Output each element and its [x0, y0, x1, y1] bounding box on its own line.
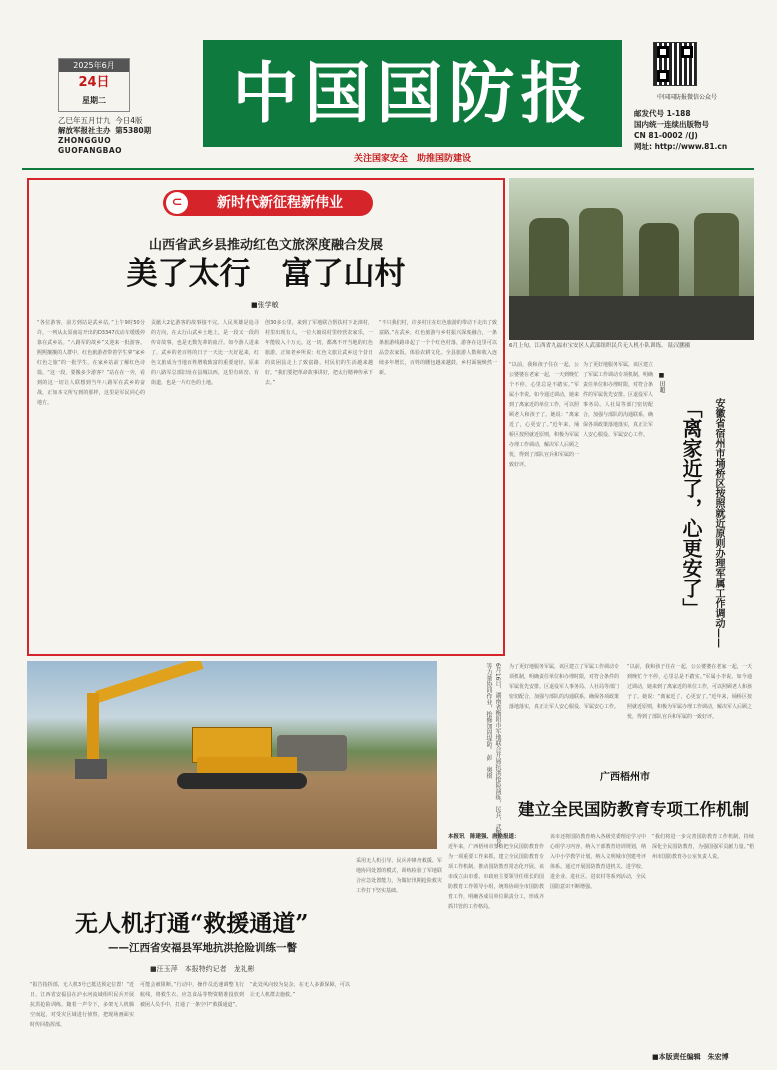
gx-headline: 建立全民国防教育专项工作机制: [518, 800, 749, 819]
side-text-2: 为了更好地服务军属，该区建立了军属工作调动专项机制，明确责任单位和办理时限，对符合条件的军属优先安排。区退役军人事务局、人社局等部门密切配合，加强与部队的沟通联系，确保各项政策落地落实，真正让军人安心服役、军属安心工作。: [583, 362, 653, 438]
issue-info: [58, 116, 178, 156]
newspaper-title: 中国国防报: [232, 54, 593, 132]
side-col-4: [627, 662, 752, 752]
drone-col-2: 可能会被阻断。”行动中，操作员迅速调整飞行航线，将救生衣、应急食品等物资精准投放到被困人员手中，打通了一条空中“救援通道”。: [140, 982, 244, 1008]
side-vertical-title: 「离家近了，心更安了」: [679, 398, 703, 618]
gx-text-2: 该市还将国防教育纳入各级党委理论学习中心组学习内容，纳入干部教育培训规划，纳入中小学教学计划，纳入文明城市创建考评体系。通过开展国防教育进机关、进学校、进企业、进社区、进农村等系列活动，全民国防意识不断增强。: [550, 834, 646, 890]
gx-byline: 本报讯 陈建强、唐艳报道：: [448, 834, 520, 840]
publisher: 解放军报社主办: [58, 126, 111, 135]
gx-col-1: [448, 832, 544, 1050]
postal-code: 邮发代号 1-188: [634, 109, 691, 118]
drone-col-4: 采用无人机引导、民兵冲锋舟救援、军地协同处置的模式，训练检验了军地联合应急处置能力，为做好汛期抢险救灾工作打下坚实基础。: [356, 858, 442, 894]
feature-col-1: “各位游客，前方到站是武乡站。”上午9时50分许，一列从太原南站开出的D3347次动车缓缓停靠在武乡站。“八路军的故乡”又迎来一批游客。熙熙攘攘的人群中，红色旅游者带着学生拿“家乡红色之旅”的一批学生，在家乡站前了解红色诗篇。“这一段，要搬多少游客？”站在在一旁，看到的这一切让人联想到当年八路军在武乡的奋战，正如本文所写到的那样，这里是军民同心的地方。: [37, 320, 145, 406]
feature-banner: [163, 190, 373, 216]
masthead-banner: [203, 40, 622, 147]
masthead-rule: [22, 168, 754, 170]
qr-caption: 中国国防报微信公众号: [656, 94, 717, 101]
serial-number: 国内统一连续出版物号: [634, 120, 709, 129]
gx-text-3: “我们将进一步完善国防教育工作机制，持续深化全民国防教育，为强国强军贡献力量。”梧州市国防教育办公室负责人说。: [652, 834, 754, 860]
qr-code: [653, 42, 697, 86]
drone-col-3: “此处风向较为复杂，在无人多源保障，可以让无人机群去施救。”: [250, 982, 350, 998]
gx-col-2: [550, 832, 646, 1050]
issue-number: 第5380期: [115, 126, 152, 135]
weekday: 星期二: [82, 96, 106, 105]
soldiers-photo: [509, 178, 754, 340]
excavator-photo-caption: 6月16日，湖南省衡阳市军地联合开展抗洪抢险演练，民兵、武警官兵等力量协同作业，抢修加固堤防。 彭 奥摄: [485, 663, 501, 849]
date-day: 24日: [78, 75, 110, 90]
drone-byline: ■汪玉萍 本报特约记者 龙礼彬: [150, 965, 255, 973]
feature-box: [27, 178, 505, 656]
drone-col-1: “报告指挥部，无人机3号已抵达预定位置！”近日，江西省安福县在泸水河流域组织民兵开展抗洪抢险训练。随着一声令下，多架无人机腾空而起，对受灾区域进行侦察，把现场画面实时传回指挥部。: [30, 982, 134, 1028]
soldiers-photo-caption: 6月上旬，江西省九福市宝安区人武部组织民兵无人机小队训练。 陆汉鹏摄: [509, 343, 691, 349]
feature-col-4: “不只我们村，许多村庄在红色旅游的带动下走出了致富路。”在武乡，红色旅游与乡村振兴深度融合，一条条旅游线路串起了一个个红色村落，游客在这里可以品尝农家饭、体验农耕文化。全县旅游人数和收入连续多年增长，百姓的腰包越来越鼓，乡村面貌焕然一新。: [379, 320, 497, 376]
gx-col-3: [652, 832, 754, 1032]
website: 网址: http://www.81.cn: [634, 142, 728, 151]
gx-kicker: 广西梧州市: [600, 772, 650, 783]
side-text-1: “以前，我和孩子住在一起，公公婆婆在老家一起，一天到晚忙个不停，心里总是不踏实。”军属小李说。如今通过调动，她来到了离家近的单位工作，可以照顾老人和孩子了。她说：“离家近了，心更安了。”近年来，埇桥区按照就近原则，积极为军属办理工作调动，解决军人后顾之忧，得到了部队官兵和军属的一致好评。: [509, 362, 579, 468]
banner-logo-icon: ⊂: [166, 192, 188, 214]
excavator-photo: [27, 661, 437, 849]
gx-text-1: 近年来，广西梧州市坚持把全民国防教育作为一项重要工作来抓，建立全民国防教育专项工作机制，推动国防教育常态化开展。该市成立由市委、市政府主要领导任组长的国防教育工作领导小组，统筹协调全市国防教育工作，明确各成员单位职责分工，形成齐抓共管的工作格局。: [448, 844, 544, 910]
issue-pages: 今日4版: [115, 116, 143, 125]
side-col-1: [509, 360, 579, 660]
cn-number: CN 81-0002 /(J): [634, 131, 698, 140]
side-text-3: 为了更好地服务军属，该区建立了军属工作调动专项机制，明确责任单位和办理时限，对符合条件的军属优先安排。区退役军人事务局、人社局等部门密切配合，加强与部队的沟通联系，确保各项政策落地落实，真正让军人安心服役、军属安心工作。: [509, 664, 619, 710]
side-vertical-kicker: 安徽省宿州市埇桥区按照就近原则办理军属工作调动——: [713, 398, 724, 648]
side-text-4: “以前，我和孩子住在一起，公公婆婆在老家一起，一天到晚忙个不停，心里总是不踏实。”军属小李说。如今通过调动，她来到了离家近的单位工作，可以照顾老人和孩子了。她说：“离家近了，心更安了。”近年来，埇桥区按照就近原则，积极为军属办理工作调动，解决军人后顾之忧，得到了部队官兵和军属的一致好评。: [627, 664, 752, 720]
drone-headline: 无人机打通“救援通道”: [75, 910, 309, 937]
banner-text: 新时代新征程新伟业: [217, 195, 343, 211]
postal-info: [634, 108, 764, 152]
feature-headline: 美了太行 富了山村: [126, 256, 406, 292]
side-col-3: [509, 662, 619, 752]
pinyin-title: ZHONGGUO GUOFANGBAO: [58, 136, 123, 155]
side-author: ■ 田超: [658, 372, 665, 393]
feature-col-3: 创30多公里，来到了军地联合帮扶村下北漳村，村里出现有人，一位大娘说村里经营农家乐，一年能收入十万元。这一切，都离不开当地的红色旅游，正如老乡所说：红色文旅让武乡这个昔日的贫困县走上了致富路，村民们的生活越来越好。“我们要把革命故事讲好，把太行精神传承下去。”: [265, 320, 373, 386]
lunar-date: 乙巳年五月廿九: [58, 116, 111, 125]
feature-author: ■张学敏: [251, 301, 279, 309]
date-year-month: 2025年6月: [59, 59, 129, 72]
date-box: [58, 58, 130, 112]
feature-subtitle: 山西省武乡县推动红色文旅深度融合发展: [148, 238, 383, 253]
feature-col-2: 贡献大2亿游客的故事接不完。人民英雄是追寻的方向，在太行山武乡土地上，是一段又一段的传奇故事，也是无数先辈的血汗。如今游人进来了，武乡的老百姓的日子一天比一天好起来，红色文旅成为当地百姓增收致富的重要途径。原来的八路军总部旧址在县城以西，这里有砖窑、有街道，也是一片红色的土地。: [151, 320, 259, 386]
drone-subtitle: ——江西省安福县军地抗洪抢险训练一瞥: [108, 942, 297, 954]
side-col-2: [583, 360, 653, 660]
masthead-slogan: 关注国家安全 助推国防建设: [353, 154, 471, 164]
page-editor: ■本版责任编辑 朱宏博: [652, 1053, 729, 1061]
